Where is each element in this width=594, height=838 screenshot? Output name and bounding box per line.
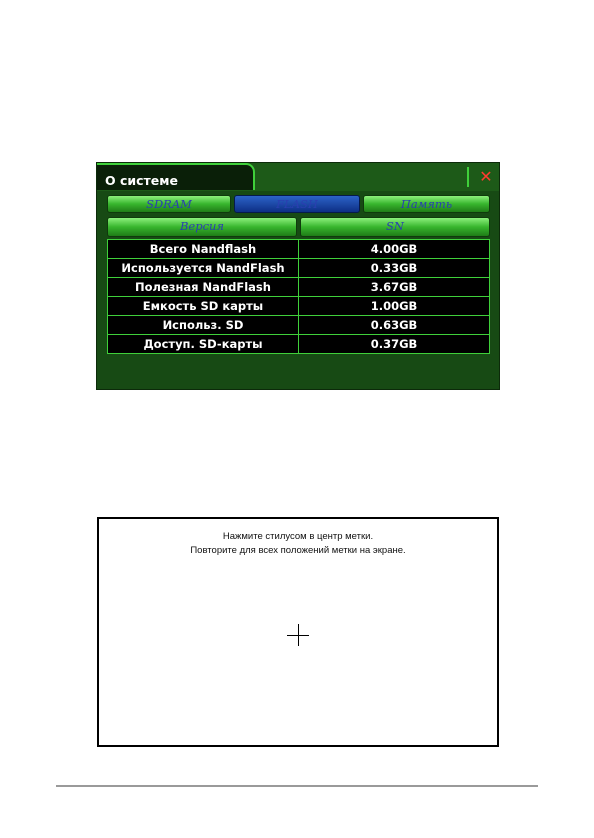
row-label: Полезная NandFlash — [108, 278, 299, 297]
calibration-instruction: Нажмите стилусом в центр метки. — [222, 531, 374, 542]
row-value: 0.63GB — [299, 316, 490, 335]
title-bar — [97, 163, 499, 191]
row-value: 1.00GB — [299, 297, 490, 316]
row-value: 3.67GB — [299, 278, 490, 297]
table-row — [108, 278, 490, 297]
tab-flash[interactable]: FLASH — [234, 195, 360, 213]
table-row — [108, 259, 490, 278]
crosshair-vertical — [298, 624, 299, 646]
row-value: 4.00GB — [299, 240, 490, 259]
row-label: Емкость SD карты — [108, 297, 299, 316]
table-row — [108, 335, 490, 354]
row-value: 0.33GB — [299, 259, 490, 278]
calibration-screen[interactable] — [97, 517, 499, 747]
table-row — [108, 316, 490, 335]
window-title: О системе — [105, 173, 178, 188]
table-row — [108, 297, 490, 316]
page-footer-rule — [56, 785, 538, 787]
tab-memory[interactable]: Память — [363, 195, 490, 213]
row-label: Используется NandFlash — [108, 259, 299, 278]
row-label: Всего Nandflash — [108, 240, 299, 259]
row-label: Использ. SD — [108, 316, 299, 335]
tab-sdram[interactable]: SDRAM — [107, 195, 231, 213]
row-value: 0.37GB — [299, 335, 490, 354]
title-separator — [467, 167, 469, 187]
table-row — [108, 240, 490, 259]
close-icon[interactable]: ✕ — [479, 167, 493, 186]
tab-version[interactable]: Версия — [107, 217, 297, 237]
system-info-window — [96, 162, 500, 390]
tab-sn[interactable]: SN — [300, 217, 490, 237]
calibration-instruction-repeat: Повторите для всех положений метки на экране. — [190, 545, 406, 556]
title-tab — [97, 163, 255, 190]
flash-info-table — [107, 239, 490, 354]
row-label: Доступ. SD-карты — [108, 335, 299, 354]
